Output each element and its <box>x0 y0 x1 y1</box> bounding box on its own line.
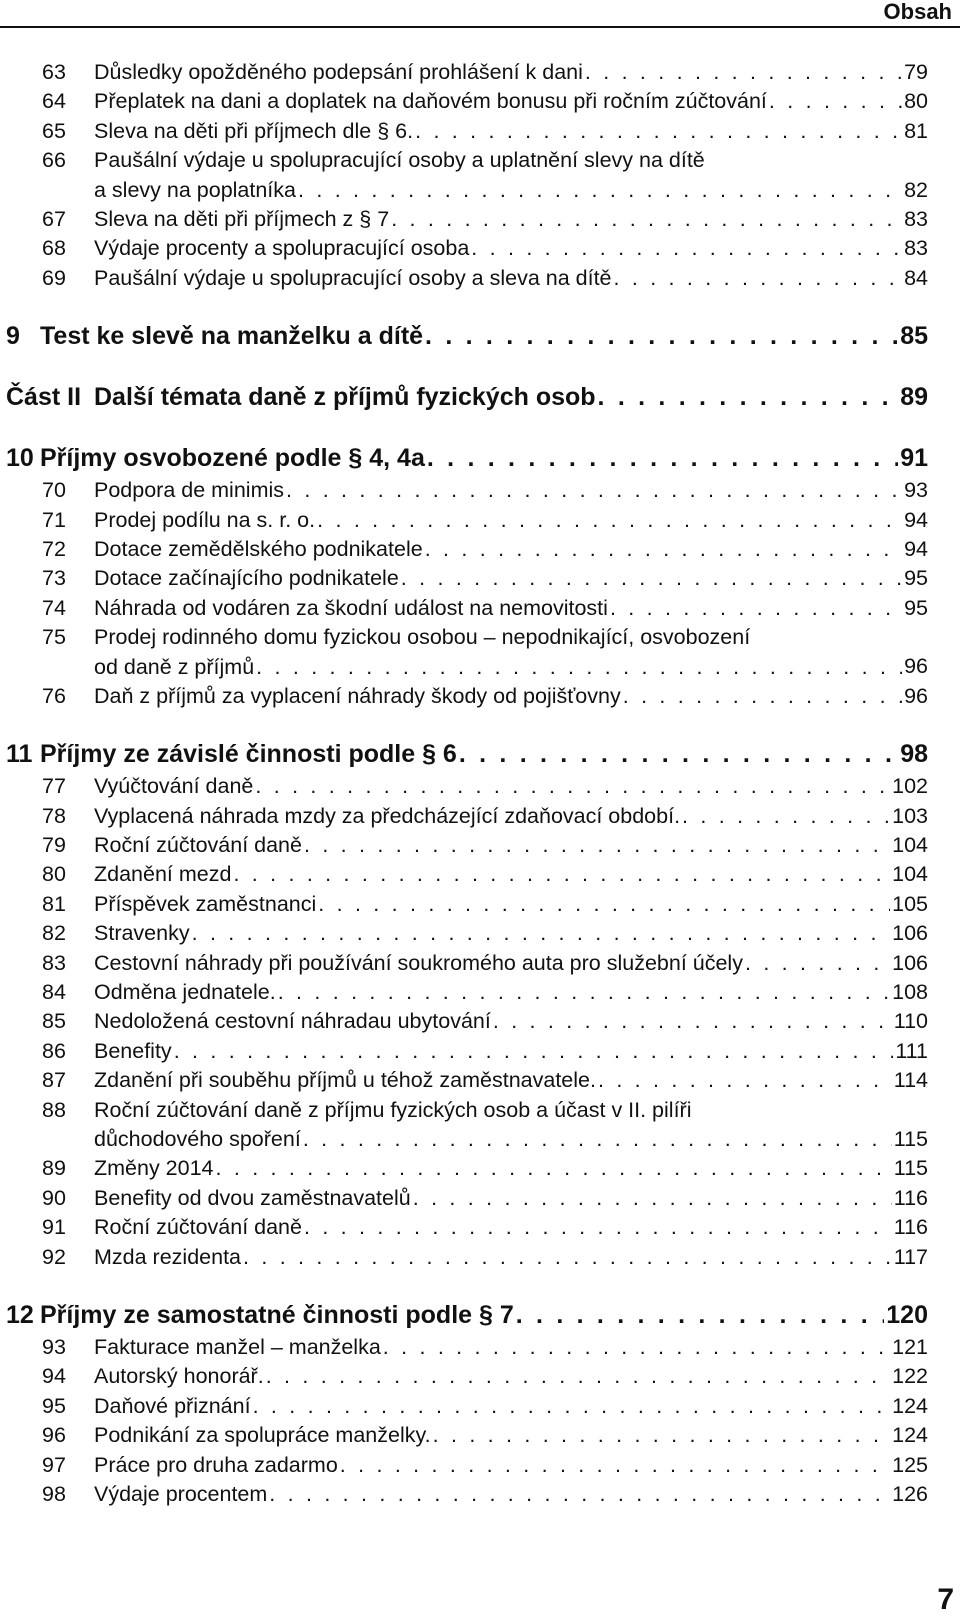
dot-leader <box>255 772 890 801</box>
entry-number: 80 <box>42 862 66 887</box>
dot-leader <box>425 535 902 564</box>
entry-number: 78 <box>42 803 66 828</box>
entry-title: Přeplatek na dani a doplatek na daňovém bonusu při ročním zúčtování <box>94 89 767 114</box>
entry-title-line2 <box>94 653 904 682</box>
entry-title: Cestovní náhrady při používání soukromého auta pro služební účely <box>94 950 743 975</box>
entry-title: Zdanění při souběhu příjmů u téhož zaměstnavatele. <box>94 1068 596 1093</box>
entry-number: 69 <box>42 265 66 290</box>
entry-title: Sleva na děti při příjmech dle § 6. <box>94 118 414 143</box>
entry-title: Výdaje procenty a spolupracující osoba <box>94 236 470 261</box>
entry-number: 63 <box>42 60 66 84</box>
entry-text <box>94 772 892 801</box>
entry-page: 95 <box>904 595 928 620</box>
entry-page: 84 <box>904 265 928 290</box>
entry-title: Práce pro druha zadarmo <box>94 1452 338 1477</box>
entry-text <box>94 949 892 978</box>
dot-leader <box>174 1037 894 1066</box>
entry-number: 79 <box>42 833 66 858</box>
toc-entry[interactable] <box>0 831 928 860</box>
entry-text <box>94 1096 894 1155</box>
dot-leader <box>216 1154 892 1183</box>
dot-leader <box>266 1362 890 1391</box>
entry-title: Zdanění mezd <box>94 862 232 887</box>
entry-page: 104 <box>892 862 928 887</box>
chapter-number: 9 <box>6 322 20 351</box>
part-title: Další témata daně z příjmů fyzických osob <box>94 383 596 412</box>
toc-entry[interactable] <box>0 1480 928 1509</box>
chapter-page: 120 <box>886 1300 928 1329</box>
dot-leader <box>192 919 891 948</box>
entry-number: 81 <box>42 891 66 916</box>
entry-text <box>94 890 892 919</box>
toc-entry[interactable] <box>0 1096 928 1155</box>
entry-number: 73 <box>42 566 66 591</box>
chapter-page: 85 <box>900 322 928 351</box>
chapter-heading[interactable] <box>0 740 928 772</box>
entry-text <box>94 476 904 505</box>
entry-title: Odměna jednatele. <box>94 980 276 1005</box>
entry-page: 111 <box>895 1038 928 1063</box>
entry-number: 88 <box>42 1097 66 1122</box>
toc-entry[interactable] <box>0 535 928 564</box>
dot-leader <box>286 476 902 505</box>
dot-leader <box>516 1301 885 1330</box>
entry-page: 103 <box>892 803 928 828</box>
chapter-page: 91 <box>900 444 928 473</box>
toc-entry[interactable] <box>0 87 928 116</box>
entry-text <box>94 1213 894 1242</box>
entry-number: 95 <box>42 1393 66 1418</box>
toc-entry[interactable] <box>0 1421 928 1450</box>
entry-number: 77 <box>42 774 66 799</box>
entry-title: Vyúčtování daně <box>94 774 254 799</box>
dot-leader <box>769 87 902 116</box>
entry-title: Podnikání za spolupráce manželky. <box>94 1423 431 1448</box>
entry-text <box>94 802 892 831</box>
entry-title: Důsledky opožděného podepsání prohlášení k dani <box>94 60 583 84</box>
entry-text <box>94 1451 892 1480</box>
entry-title: Stravenky <box>94 921 190 946</box>
dot-leader <box>340 1451 890 1480</box>
entry-title-line2 <box>94 176 904 205</box>
entry-page: 95 <box>904 566 928 591</box>
dot-leader <box>585 58 902 87</box>
entry-number: 90 <box>42 1185 66 1210</box>
entry-page: 94 <box>904 507 928 532</box>
entry-title: Roční zúčtování daně z příjmu fyzických osob a účast v II. pilíři <box>94 1097 692 1122</box>
entry-title: Daňové přiznání <box>94 1393 251 1418</box>
toc-entry[interactable] <box>0 476 928 505</box>
chapter-entries <box>0 772 928 1272</box>
entry-page: 105 <box>892 891 928 916</box>
toc-entry[interactable] <box>0 623 928 682</box>
entry-page: 125 <box>892 1452 928 1477</box>
entry-title-continued: od daně z příjmů <box>94 654 255 679</box>
entry-text <box>94 1007 894 1036</box>
toc-entry[interactable] <box>0 1037 928 1066</box>
entry-page: 126 <box>892 1481 928 1506</box>
entry-text <box>94 1421 892 1450</box>
entry-text <box>94 623 904 682</box>
dot-leader <box>383 1333 890 1362</box>
entry-text <box>94 1243 894 1272</box>
chapter-title: Příjmy ze samostatné činnosti podle § 7 <box>40 1300 514 1329</box>
entry-text <box>94 1066 894 1095</box>
entry-page: 124 <box>892 1393 928 1418</box>
toc-entry[interactable] <box>0 772 928 801</box>
dot-leader <box>745 949 890 978</box>
dot-leader <box>614 264 903 293</box>
dot-leader <box>610 594 902 623</box>
toc-group-chapter10 <box>0 444 928 711</box>
entry-number: 86 <box>42 1038 66 1063</box>
entry-number: 76 <box>42 683 66 708</box>
dot-leader <box>278 978 890 1007</box>
entry-text <box>94 564 904 593</box>
entry-number: 65 <box>42 118 66 143</box>
toc-entry[interactable] <box>0 1392 928 1421</box>
chapter-title: Příjmy ze závislé činnosti podle § 6 <box>40 740 457 769</box>
toc-entry[interactable] <box>0 594 928 623</box>
chapter-entries <box>0 1333 928 1509</box>
header-rule <box>0 26 960 28</box>
toc-entry[interactable] <box>0 58 928 87</box>
toc-entry[interactable] <box>0 117 928 146</box>
entry-page: 106 <box>892 921 928 946</box>
chapter-number: 12 <box>6 1300 34 1329</box>
entry-text <box>94 234 904 263</box>
toc-entry[interactable] <box>0 1066 928 1095</box>
entry-page: 83 <box>904 206 928 231</box>
dot-leader <box>623 682 902 711</box>
dot-leader <box>415 117 902 146</box>
entry-text <box>94 205 904 234</box>
toc-entry[interactable] <box>0 1362 928 1391</box>
dot-leader <box>317 506 902 535</box>
entry-text <box>94 1037 895 1066</box>
dot-leader <box>427 444 898 473</box>
dot-leader <box>471 234 902 263</box>
entry-number: 97 <box>42 1452 66 1477</box>
dot-leader <box>433 1421 891 1450</box>
entry-title: Vyplacená náhrada mzdy za předcházející zdaňovací období. <box>94 803 681 828</box>
toc-entry[interactable] <box>0 978 928 1007</box>
entry-title: Sleva na děti při příjmech z § 7 <box>94 206 390 231</box>
entry-text <box>94 87 904 116</box>
toc-entry[interactable] <box>0 1243 928 1272</box>
dot-leader <box>256 653 902 682</box>
entry-number: 67 <box>42 206 66 231</box>
dot-leader <box>318 890 890 919</box>
toc-entry[interactable] <box>0 919 928 948</box>
entry-page: 96 <box>904 654 928 679</box>
chapter-heading[interactable] <box>0 444 928 476</box>
entry-text <box>94 1392 892 1421</box>
entry-number: 96 <box>42 1423 66 1448</box>
dot-leader <box>243 1243 892 1272</box>
chapter-number: 11 <box>6 740 33 769</box>
entry-text <box>94 264 904 293</box>
dot-leader <box>304 831 890 860</box>
entry-title: Nedoložená cestovní náhradau ubytování <box>94 1009 491 1034</box>
entry-page: 124 <box>892 1423 928 1448</box>
toc-entry[interactable] <box>0 860 928 889</box>
entry-page: 116 <box>893 1215 928 1240</box>
toc-entry[interactable] <box>0 1007 928 1036</box>
entry-number: 74 <box>42 595 66 620</box>
entry-number: 70 <box>42 478 66 503</box>
entry-text <box>94 146 904 205</box>
toc-group-chapter11 <box>0 740 928 1272</box>
entry-page: 81 <box>904 118 928 143</box>
entry-title-line2 <box>94 1125 894 1154</box>
toc-entry[interactable] <box>0 564 928 593</box>
dot-leader <box>233 860 890 889</box>
entry-page: 110 <box>893 1009 928 1034</box>
entry-number: 91 <box>42 1215 66 1240</box>
entry-text <box>94 1362 892 1391</box>
entry-title-continued: a slevy na poplatníka <box>94 177 296 202</box>
toc-entry[interactable] <box>0 1184 928 1213</box>
dot-leader <box>493 1007 892 1036</box>
dot-leader <box>459 740 898 769</box>
entry-text <box>94 682 904 711</box>
toc-entry[interactable] <box>0 1451 928 1480</box>
entry-number: 68 <box>42 236 66 261</box>
entry-page: 122 <box>892 1364 928 1389</box>
toc-entry[interactable] <box>0 1213 928 1242</box>
dot-leader <box>304 1213 892 1242</box>
entry-text <box>94 535 904 564</box>
toc-group-part2 <box>0 383 928 415</box>
entry-title: Roční zúčtování daně <box>94 1215 302 1240</box>
entry-title: Mzda rezidenta <box>94 1244 241 1269</box>
dot-leader <box>598 383 899 412</box>
toc-entry[interactable] <box>0 506 928 535</box>
entry-title: Fakturace manžel – manželka <box>94 1334 381 1359</box>
toc-entry[interactable] <box>0 949 928 978</box>
page-number: 7 <box>937 1583 954 1616</box>
entry-text <box>94 919 892 948</box>
toc-entry[interactable] <box>0 682 928 711</box>
dot-leader <box>598 1066 892 1095</box>
entry-title: Příspěvek zaměstnanci <box>94 891 317 916</box>
entry-number: 89 <box>42 1156 66 1181</box>
entry-page: 114 <box>893 1068 928 1093</box>
entry-page: 79 <box>904 60 928 84</box>
entry-page: 106 <box>892 950 928 975</box>
dot-leader <box>391 205 902 234</box>
toc-entry[interactable] <box>0 1333 928 1362</box>
entry-page: 96 <box>904 683 928 708</box>
toc-entry[interactable] <box>0 205 928 234</box>
dot-leader <box>401 564 902 593</box>
entry-text <box>94 831 892 860</box>
entry-number: 98 <box>42 1481 66 1506</box>
entry-title: Prodej podílu na s. r. o. <box>94 507 316 532</box>
table-of-contents <box>0 58 928 1509</box>
toc-entry[interactable] <box>0 234 928 263</box>
entry-text <box>94 117 904 146</box>
entry-text <box>94 860 892 889</box>
entry-page: 108 <box>892 980 928 1005</box>
entry-number: 75 <box>42 625 66 650</box>
entry-page: 83 <box>904 236 928 261</box>
chapter-heading[interactable] <box>0 322 928 354</box>
entry-page: 116 <box>893 1185 928 1210</box>
toc-group-chapter8-continued <box>0 58 928 293</box>
entry-text <box>94 1333 892 1362</box>
toc-entry[interactable] <box>0 890 928 919</box>
entry-title: Prodej rodinného domu fyzickou osobou – nepodnikající, osvobození <box>94 625 751 650</box>
entry-page: 104 <box>892 833 928 858</box>
entry-number: 94 <box>42 1364 66 1389</box>
entry-page: 80 <box>904 89 928 114</box>
entry-page: 82 <box>904 177 928 202</box>
toc-group-chapter9 <box>0 322 928 354</box>
entry-title: Roční zúčtování daně <box>94 833 302 858</box>
entry-page: 102 <box>892 774 928 799</box>
entry-page: 121 <box>892 1334 928 1359</box>
chapter-heading[interactable] <box>0 1301 928 1333</box>
toc-group-chapter12 <box>0 1301 928 1509</box>
entry-text <box>94 1154 894 1183</box>
entry-number: 93 <box>42 1334 66 1359</box>
entry-text <box>94 506 904 535</box>
entry-number: 87 <box>42 1068 66 1093</box>
chapter-number: 10 <box>6 444 34 473</box>
chapter-page: 98 <box>900 740 928 769</box>
entry-title: Výdaje procentem <box>94 1481 268 1506</box>
entry-title: Benefity <box>94 1038 172 1063</box>
entry-title: Paušální výdaje u spolupracující osoby a sleva na dítě <box>94 265 612 290</box>
dot-leader <box>413 1184 892 1213</box>
entry-text <box>94 594 904 623</box>
dot-leader <box>425 322 898 351</box>
chapter-title: Příjmy osvobozené podle § 4, 4a <box>40 444 425 473</box>
entry-title: Dotace zemědělského podnikatele <box>94 536 423 561</box>
entry-page: 117 <box>893 1244 928 1269</box>
entry-text <box>94 58 904 87</box>
entry-title: Benefity od dvou zaměstnavatelů <box>94 1185 411 1210</box>
dot-leader <box>303 1125 892 1154</box>
entry-number: 71 <box>42 507 66 532</box>
entry-page: 93 <box>904 478 928 503</box>
entry-text <box>94 1480 892 1509</box>
entry-number: 82 <box>42 921 66 946</box>
entry-number: 72 <box>42 536 66 561</box>
entry-title: Změny 2014 <box>94 1156 214 1181</box>
entry-title: Náhrada od vodáren za škodní událost na nemovitosti <box>94 595 608 620</box>
entry-text <box>94 1184 894 1213</box>
part-page: 89 <box>900 383 928 412</box>
dot-leader <box>682 802 890 831</box>
part-heading[interactable] <box>0 383 928 415</box>
toc-entry[interactable] <box>0 802 928 831</box>
entry-title-continued: důchodového spoření <box>94 1126 301 1151</box>
chapter-entries <box>0 476 928 711</box>
entry-number: 92 <box>42 1244 66 1269</box>
entry-title: Dotace začínajícího podnikatele <box>94 566 399 591</box>
entry-page: 115 <box>893 1156 928 1181</box>
entry-number: 85 <box>42 1009 66 1034</box>
entry-page: 115 <box>893 1126 928 1151</box>
toc-entry[interactable] <box>0 264 928 293</box>
entry-number: 83 <box>42 950 66 975</box>
entry-title: Autorský honorář. <box>94 1364 264 1389</box>
toc-entry[interactable] <box>0 146 928 205</box>
entry-text <box>94 978 892 1007</box>
dot-leader <box>269 1480 890 1509</box>
entry-number: 84 <box>42 980 66 1005</box>
running-header-title: Obsah <box>883 0 952 24</box>
entry-number: 64 <box>42 89 66 114</box>
part-number: Část II <box>6 383 82 412</box>
entry-title: Daň z příjmů za vyplacení náhrady škody od pojišťovny <box>94 683 621 708</box>
dot-leader <box>253 1392 891 1421</box>
entry-title: Podpora de minimis <box>94 478 285 503</box>
entry-title: Paušální výdaje u spolupracující osoby a uplatnění slevy na dítě <box>94 148 705 173</box>
chapter-title: Test ke slevě na manželku a dítě <box>40 322 424 351</box>
toc-entry[interactable] <box>0 1154 928 1183</box>
entry-page: 94 <box>904 536 928 561</box>
entry-number: 66 <box>42 148 66 173</box>
dot-leader <box>298 176 902 205</box>
